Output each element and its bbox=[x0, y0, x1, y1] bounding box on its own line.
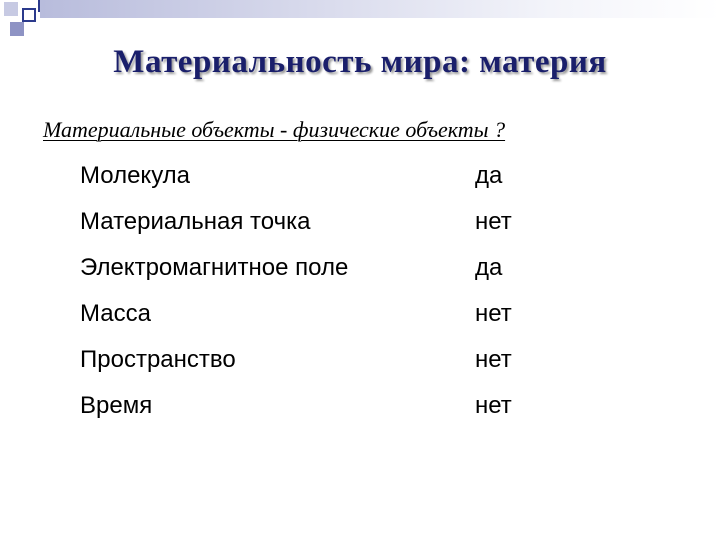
list-row bbox=[80, 156, 600, 202]
decor-square-2 bbox=[22, 8, 36, 22]
row-item: Молекула bbox=[80, 162, 191, 189]
row-answer: нет bbox=[475, 392, 512, 419]
list-row bbox=[80, 202, 600, 248]
top-gradient-bar bbox=[40, 0, 720, 18]
list-row bbox=[80, 386, 600, 432]
list-row bbox=[80, 294, 600, 340]
row-answer: нет bbox=[475, 208, 512, 235]
slide-subtitle: Материальные объекты - физические объекты ? bbox=[43, 117, 506, 142]
list-row bbox=[80, 248, 600, 294]
slide-title: Материальность мира: материя bbox=[113, 44, 607, 80]
decor-square-1 bbox=[4, 2, 18, 16]
row-item: Масса bbox=[80, 300, 151, 327]
row-item: Время bbox=[80, 392, 153, 419]
decor-square-3 bbox=[10, 22, 24, 36]
row-answer: нет bbox=[475, 346, 512, 373]
row-item: Электромагнитное поле bbox=[80, 254, 349, 281]
row-answer: да bbox=[475, 162, 503, 189]
row-answer: да bbox=[475, 254, 503, 281]
row-item: Материальная точка bbox=[80, 208, 311, 235]
list-row bbox=[80, 340, 600, 386]
row-item: Пространство bbox=[80, 346, 236, 373]
item-list bbox=[80, 156, 600, 432]
row-answer: нет bbox=[475, 300, 512, 327]
